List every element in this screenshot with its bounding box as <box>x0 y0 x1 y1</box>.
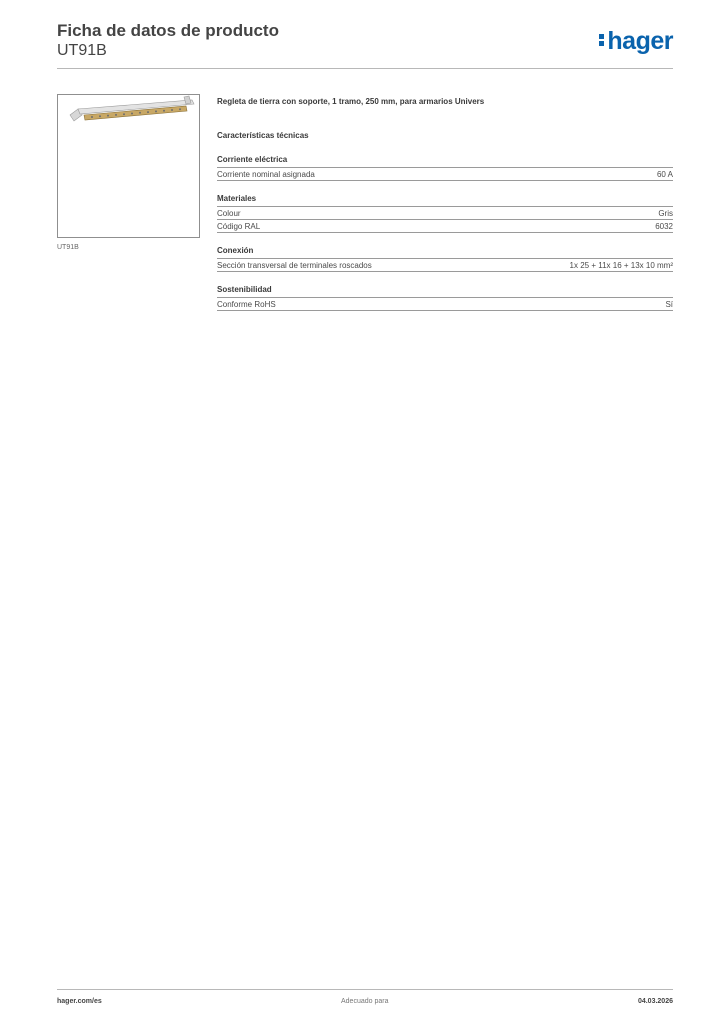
spec-label: Código RAL <box>217 222 261 231</box>
document-title: Ficha de datos de producto <box>57 21 279 40</box>
section-title: Corriente eléctrica <box>217 154 673 168</box>
spec-label: Sección transversal de terminales roscados <box>217 261 372 270</box>
spec-row <box>217 207 673 220</box>
spec-value: Gris <box>658 209 673 218</box>
footer-date: 04.03.2026 <box>637 998 673 1005</box>
footer-note: Adecuado para <box>341 998 389 1005</box>
section-sustainability <box>217 284 673 311</box>
hager-logo <box>599 27 673 55</box>
page-header <box>57 20 673 60</box>
spec-value: 60 A <box>656 170 673 179</box>
footer-divider <box>57 989 673 990</box>
website-link[interactable]: hager.com/es <box>57 998 102 1005</box>
spec-value: Sí <box>665 300 673 309</box>
specs-heading: Características técnicas <box>217 131 309 140</box>
spec-value: 1x 25 + 11x 16 + 13x 10 mm² <box>569 261 673 270</box>
spec-value: 6032 <box>655 222 673 231</box>
earth-bar-product-icon <box>58 95 199 237</box>
section-materials <box>217 193 673 233</box>
spec-row <box>217 298 673 311</box>
section-electric-current <box>217 154 673 181</box>
logo-text: hager <box>607 27 673 55</box>
section-title: Materiales <box>217 193 673 207</box>
spec-row <box>217 220 673 233</box>
spec-label: Corriente nominal asignada <box>217 170 315 179</box>
product-code: UT91B <box>57 42 107 59</box>
spec-label: Colour <box>217 209 241 218</box>
section-connection <box>217 245 673 272</box>
section-title: Conexión <box>217 245 673 259</box>
spec-row <box>217 168 673 181</box>
product-details <box>217 96 673 311</box>
header-divider <box>57 68 673 69</box>
spec-label: Conforme RoHS <box>217 300 276 309</box>
spec-row <box>217 259 673 272</box>
image-caption: UT91B <box>57 244 79 251</box>
section-title: Sostenibilidad <box>217 284 673 298</box>
logo-dots-icon <box>599 32 605 48</box>
product-image <box>57 94 200 238</box>
product-description: Regleta de tierra con soporte, 1 tramo, 250 mm, para armarios Univers <box>217 97 485 106</box>
